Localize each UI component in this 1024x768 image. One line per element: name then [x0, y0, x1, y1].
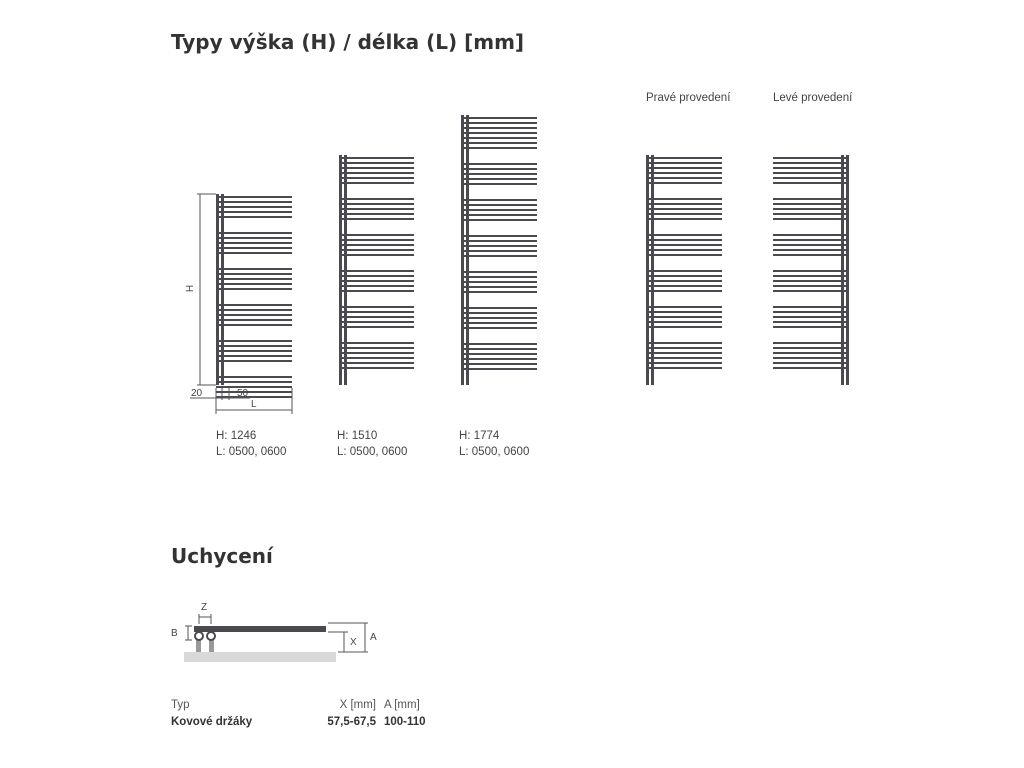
radiator-bar — [773, 254, 849, 256]
radiator-bar — [646, 321, 722, 323]
section-title-types: Typy výška (H) / délka (L) [mm] — [171, 30, 525, 54]
radiator-bar — [773, 285, 849, 287]
radiator-bar — [216, 345, 292, 347]
radiator-bar — [339, 306, 414, 308]
radiator-bar — [216, 237, 292, 239]
radiator-1510-drawing — [339, 155, 414, 385]
radiator-bar — [773, 367, 849, 369]
radiator-bar — [461, 178, 537, 180]
radiator-bar — [339, 311, 414, 313]
mounting-table — [171, 699, 444, 728]
radiator-bar — [773, 162, 849, 164]
radiator-bar — [461, 317, 537, 319]
model-height: H: 1246 — [216, 430, 257, 442]
radiator-bar — [339, 352, 414, 354]
radiator-bar — [216, 376, 292, 378]
mounting-detail-drawing — [184, 614, 368, 662]
b-dimension-label: B — [171, 628, 178, 639]
radiator-bar — [773, 157, 849, 159]
radiator-bar — [461, 312, 537, 314]
radiator-bar — [216, 288, 292, 290]
a-dimension-label: A — [370, 632, 377, 643]
length-dimension-label: L — [251, 399, 257, 410]
radiator-bar — [646, 198, 722, 200]
radiator-bar — [339, 326, 414, 328]
radiator-bar — [339, 280, 414, 282]
radiator-bar — [461, 327, 537, 329]
radiator-bar — [773, 316, 849, 318]
radiator-1246-drawing — [216, 194, 292, 398]
radiator-bar — [461, 147, 537, 149]
radiator-bar — [339, 275, 414, 277]
radiator-bar — [339, 213, 414, 215]
radiator-bar — [339, 285, 414, 287]
radiator-bar — [339, 362, 414, 364]
radiator-bar — [646, 167, 722, 169]
radiator-bar — [773, 280, 849, 282]
radiator-bar — [461, 358, 537, 360]
radiator-bar — [646, 280, 722, 282]
pipe-offset-label: 20 — [191, 388, 203, 399]
radiator-bar — [461, 363, 537, 365]
radiator-bar — [773, 270, 849, 272]
radiator-bar — [646, 157, 722, 159]
radiator-bar — [339, 208, 414, 210]
radiator-bar — [773, 311, 849, 313]
model-lengths: L: 0500, 0600 — [337, 446, 408, 458]
radiator-bar — [216, 340, 292, 342]
model-lengths: L: 0500, 0600 — [459, 446, 530, 458]
radiator-bar — [339, 316, 414, 318]
column-header-a: A [mm] — [384, 699, 420, 711]
model-spec-1510 — [337, 428, 407, 460]
radiator-bar — [646, 244, 722, 246]
radiator-bar — [646, 347, 722, 349]
radiator-bar — [773, 198, 849, 200]
model-lengths: L: 0500, 0600 — [216, 446, 287, 458]
radiator-bar — [646, 275, 722, 277]
radiator-bar — [461, 173, 537, 175]
radiator-bar — [461, 132, 537, 134]
column-header-x: X [mm] — [339, 699, 376, 711]
radiator-bar — [339, 182, 414, 184]
radiator-bar — [773, 244, 849, 246]
radiator-bar — [216, 252, 292, 254]
radiator-bar — [461, 199, 537, 201]
radiator-bar — [773, 306, 849, 308]
radiator-bar — [216, 381, 292, 383]
radiator-bar — [216, 201, 292, 203]
table-row — [171, 716, 444, 728]
radiator-bar — [646, 172, 722, 174]
radiator-bar — [216, 232, 292, 234]
radiator-bar — [773, 203, 849, 205]
radiator-bar — [773, 249, 849, 251]
radiator-bar — [461, 214, 537, 216]
radiator-bar — [773, 290, 849, 292]
radiator-bar — [773, 182, 849, 184]
radiator-bar — [646, 362, 722, 364]
radiator-bar — [339, 321, 414, 323]
radiator-bar — [773, 326, 849, 328]
radiator-bar — [461, 142, 537, 144]
radiator-bar — [646, 367, 722, 369]
radiator-bar — [646, 162, 722, 164]
radiator-bar — [216, 304, 292, 306]
radiator-bar — [461, 240, 537, 242]
radiator-bar — [461, 276, 537, 278]
radiator-bar — [216, 355, 292, 357]
radiator-bar — [461, 122, 537, 124]
radiator-bar — [773, 208, 849, 210]
radiator-bar — [216, 314, 292, 316]
radiator-bar — [216, 319, 292, 321]
radiator-bar — [216, 309, 292, 311]
radiator-1774-drawing — [461, 115, 537, 385]
radiator-bar — [216, 211, 292, 213]
radiator-bar — [461, 168, 537, 170]
radiator-bar — [773, 239, 849, 241]
radiator-bar — [773, 275, 849, 277]
radiator-bar — [773, 177, 849, 179]
radiator-bar — [773, 357, 849, 359]
radiator-bar — [461, 219, 537, 221]
radiator-bar — [339, 167, 414, 169]
radiator-bar — [216, 268, 292, 270]
radiator-bar — [461, 343, 537, 345]
radiator-bar — [216, 206, 292, 208]
left-variant-label: Levé provedení — [773, 92, 853, 104]
radiator-bar — [461, 286, 537, 288]
radiator-bar — [646, 208, 722, 210]
radiator-bar — [339, 198, 414, 200]
radiator-bar — [339, 249, 414, 251]
model-spec-1246 — [216, 428, 286, 460]
radiator-bar — [216, 278, 292, 280]
radiator-bar — [339, 234, 414, 236]
radiator-bar — [773, 352, 849, 354]
radiator-bar — [646, 357, 722, 359]
radiator-bar — [773, 362, 849, 364]
radiator-bar — [339, 177, 414, 179]
radiator-bar — [646, 182, 722, 184]
radiator-bar — [216, 350, 292, 352]
radiator-bar — [461, 209, 537, 211]
radiator-bar — [646, 316, 722, 318]
model-height: H: 1510 — [337, 430, 378, 442]
radiator-bar — [461, 281, 537, 283]
radiator-bar — [216, 324, 292, 326]
radiator-bar — [339, 203, 414, 205]
radiator-bar — [461, 137, 537, 139]
model-height: H: 1774 — [459, 430, 500, 442]
radiator-bar — [646, 290, 722, 292]
radiator-bar — [339, 347, 414, 349]
radiator-bar — [646, 270, 722, 272]
radiator-bar — [773, 167, 849, 169]
radiator-bar — [461, 163, 537, 165]
radiator-bar — [773, 347, 849, 349]
radiator-bar — [216, 247, 292, 249]
radiator-bar — [646, 249, 722, 251]
z-dimension-label: Z — [201, 602, 208, 613]
radiator-bar — [646, 234, 722, 236]
model-spec-1774 — [459, 428, 529, 460]
radiator-bar — [461, 250, 537, 252]
radiator-bar — [461, 353, 537, 355]
radiator-bar — [461, 117, 537, 119]
radiator-bar — [461, 307, 537, 309]
radiator-bar — [216, 216, 292, 218]
radiator-bar — [646, 203, 722, 205]
radiator-bar — [461, 291, 537, 293]
radiator-bar — [216, 391, 292, 393]
radiator-bar — [646, 254, 722, 256]
right-variant-label: Pravé provedení — [646, 92, 731, 104]
radiator-bar — [461, 368, 537, 370]
radiator-bar — [646, 306, 722, 308]
radiator-bar — [773, 342, 849, 344]
radiator-right-variant-drawing — [646, 155, 722, 385]
radiator-bar — [339, 290, 414, 292]
radiator-bar — [646, 342, 722, 344]
radiator-bar — [216, 273, 292, 275]
radiator-bar — [339, 244, 414, 246]
section-title-mounting: Uchycení — [171, 544, 273, 568]
radiator-bar — [461, 183, 537, 185]
radiator-bar — [461, 235, 537, 237]
radiator-bar — [646, 285, 722, 287]
cell-type: Kovové držáky — [171, 716, 253, 728]
radiator-bar — [773, 218, 849, 220]
radiator-bar — [216, 360, 292, 362]
radiator-bar — [339, 357, 414, 359]
cell-x: 57,5-67,5 — [327, 716, 376, 728]
radiator-bar — [646, 177, 722, 179]
radiator-left-variant-drawing — [773, 155, 849, 385]
radiator-bar — [646, 352, 722, 354]
radiator-bar — [339, 172, 414, 174]
height-dimension-label: H — [185, 284, 197, 293]
radiator-bar — [646, 239, 722, 241]
radiator-bar — [216, 283, 292, 285]
table-header-row — [171, 699, 444, 716]
radiator-bar — [646, 311, 722, 313]
radiator-bar — [773, 321, 849, 323]
radiator-bar — [339, 157, 414, 159]
radiator-bar — [646, 213, 722, 215]
cell-a: 100-110 — [384, 716, 426, 728]
column-header-type: Typ — [171, 699, 190, 711]
radiator-bar — [461, 348, 537, 350]
radiator-bar — [339, 218, 414, 220]
radiator-bar — [339, 342, 414, 344]
radiator-bar — [339, 239, 414, 241]
radiator-bar — [773, 213, 849, 215]
radiator-bar — [461, 127, 537, 129]
radiator-bar — [216, 196, 292, 198]
radiator-bar — [646, 218, 722, 220]
radiator-bar — [461, 271, 537, 273]
radiator-bar — [773, 172, 849, 174]
radiator-bar — [339, 162, 414, 164]
radiator-bar — [339, 270, 414, 272]
radiator-bar — [216, 386, 292, 388]
radiator-bar — [339, 254, 414, 256]
radiator-bar — [339, 367, 414, 369]
radiator-bar — [461, 255, 537, 257]
radiator-bar — [216, 242, 292, 244]
radiator-bar — [461, 204, 537, 206]
radiator-bar — [646, 326, 722, 328]
bar-offset-label: 50 — [237, 388, 249, 399]
radiator-bar — [773, 234, 849, 236]
x-dimension-label: X — [350, 637, 357, 648]
radiator-bar — [461, 245, 537, 247]
radiator-bar — [461, 322, 537, 324]
